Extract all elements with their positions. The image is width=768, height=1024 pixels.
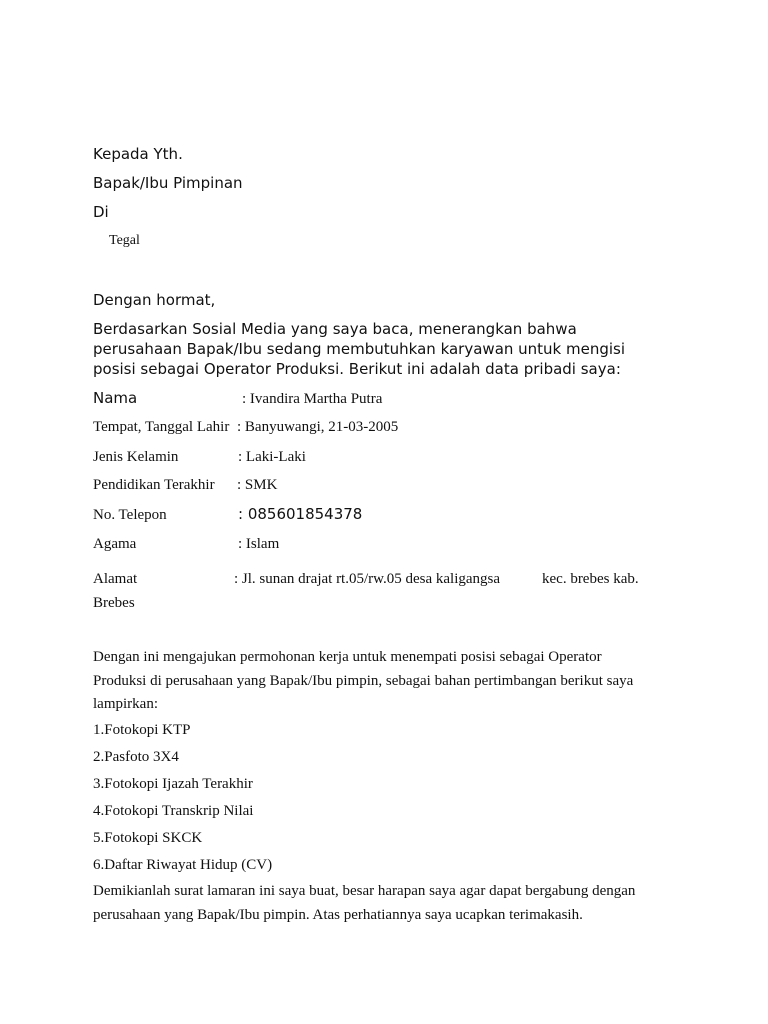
greeting-to: Kepada Yth. [93,145,183,163]
data-label: Nama [93,389,138,407]
data-label: Tempat, Tanggal Lahir [93,419,230,435]
salutation: Dengan hormat, [93,291,216,309]
recipient: Bapak/Ibu Pimpinan [93,174,243,192]
data-value: : Banyuwangi, 21-03-2005 [237,419,399,435]
recipient-city: Tegal [109,233,140,248]
attachment-item: 5.Fotokopi SKCK [93,830,203,846]
application-paragraph [93,646,653,717]
attachment-item: 4.Fotokopi Transkrip Nilai [93,803,254,819]
application-line: Produksi di perusahaan yang Bapak/Ibu pimpin, sebagai bahan pertimbangan berikut saya [93,672,634,689]
data-value: : Jl. sunan drajat rt.05/rw.05 desa kaligangsa [234,571,501,587]
data-label: Agama [93,536,137,552]
application-line: Dengan ini mengajukan permohonan kerja untuk menempati posisi sebagai Operator [93,649,602,665]
data-label: Pendidikan Terakhir [93,477,215,493]
attachment-item: 2.Pasfoto 3X4 [93,749,179,765]
intro-paragraph [93,319,653,379]
data-value: : SMK [237,477,278,493]
data-value: : 085601854378 [238,505,363,523]
data-label: No. Telepon [93,507,167,523]
application-line: lampirkan: [93,696,158,712]
intro-line: Berdasarkan Sosial Media yang saya baca, menerangkan bahwa [93,320,577,338]
data-value: : Laki-Laki [238,449,306,465]
data-label: Alamat [93,571,138,587]
attachment-item: 1.Fotokopi KTP [93,722,191,738]
attachment-item: 3.Fotokopi Ijazah Terakhir [93,776,253,792]
closing-line: perusahaan yang Bapak/Ibu pimpin. Atas perhatiannya saya ucapkan terimakasih. [93,906,583,923]
data-value-extra: kec. brebes kab. [542,571,639,587]
data-label: Jenis Kelamin [93,449,179,465]
intro-line: posisi sebagai Operator Produksi. Berikut ini adalah data pribadi saya: [93,360,621,378]
closing-paragraph [93,880,653,927]
data-value: : Ivandira Martha Putra [242,391,383,407]
recipient-at: Di [93,203,109,221]
closing-line: Demikianlah surat lamaran ini saya buat, besar harapan saya agar dapat bergabung dengan [93,883,636,899]
data-value: : Islam [238,536,280,552]
intro-line: perusahaan Bapak/Ibu sedang membutuhkan karyawan untuk mengisi [93,340,626,358]
data-value-continued: Brebes [93,595,135,611]
attachment-item: 6.Daftar Riwayat Hidup (CV) [93,857,273,873]
